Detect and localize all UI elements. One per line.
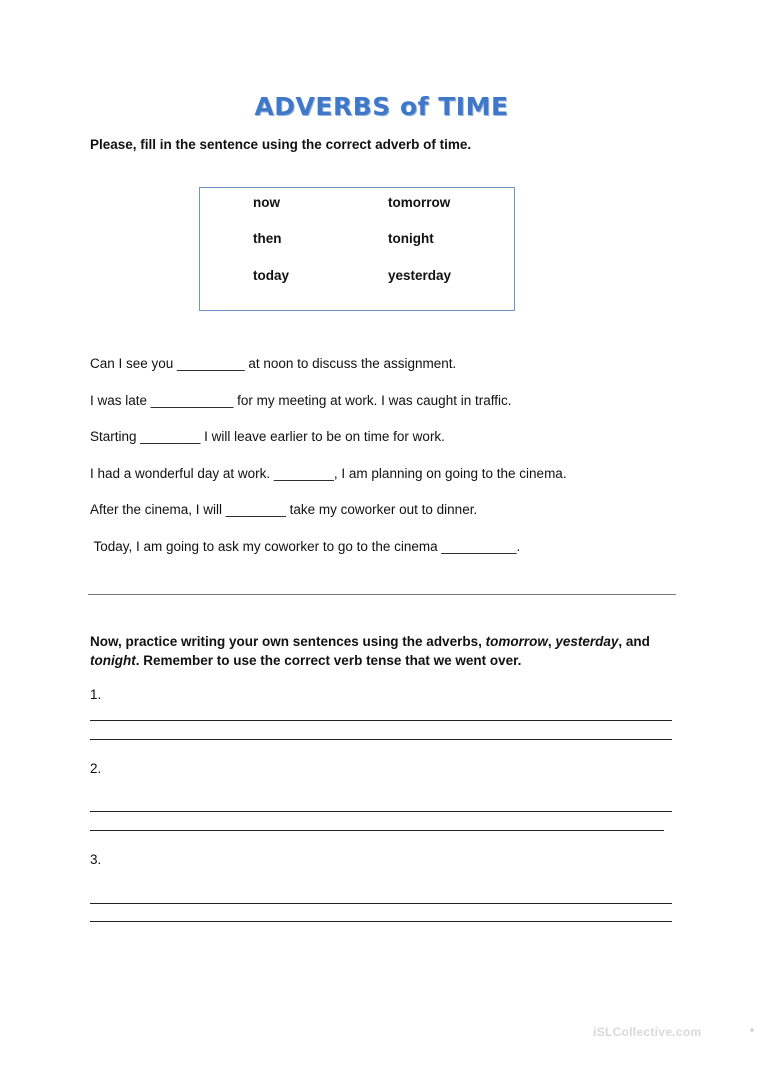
word-bank-item: tomorrow (388, 195, 451, 210)
writing-line[interactable] (90, 720, 672, 721)
writing-line[interactable] (90, 903, 672, 904)
watermark-dot (750, 1028, 754, 1032)
item-number: 3. (90, 852, 102, 867)
part2-instruction (90, 632, 690, 670)
word-bank-item: now (253, 195, 280, 210)
adverb-yesterday: yesterday (555, 634, 619, 649)
word-bank-box (199, 187, 515, 311)
writing-line[interactable] (90, 739, 672, 740)
page-title: ADVERBS of TIME (254, 92, 509, 121)
exercise-sentence: Today, I am going to ask my coworker to go to the cinema __________. (90, 539, 521, 554)
part2-rest: . Remember to use the correct verb tense that we went over. (135, 653, 522, 668)
part2-sep: , (547, 634, 556, 649)
word-bank-item: tonight (388, 231, 434, 246)
exercise-sentence: Starting ________ I will leave earlier to be on time for work. (90, 429, 445, 444)
writing-line[interactable] (90, 811, 672, 812)
item-number: 2. (90, 761, 102, 776)
exercise-sentence: I was late ___________ for my meeting at work. I was caught in traffic. (90, 393, 512, 408)
section-divider (88, 594, 676, 595)
writing-line[interactable] (90, 830, 664, 831)
exercise-sentence: Can I see you _________ at noon to discuss the assignment. (90, 356, 457, 371)
exercise-sentence: I had a wonderful day at work. ________, I am planning on going to the cinema. (90, 466, 567, 481)
word-bank-item: today (253, 268, 290, 283)
instruction-text: Please, fill in the sentence using the correct adverb of time. (90, 137, 472, 152)
watermark: iSLCollective.com (593, 1025, 702, 1039)
writing-line[interactable] (90, 921, 672, 922)
exercise-sentence: After the cinema, I will ________ take my coworker out to dinner. (90, 502, 478, 517)
adverb-tomorrow: tomorrow (485, 634, 548, 649)
item-number: 1. (90, 687, 102, 702)
word-bank-item: then (253, 231, 282, 246)
part2-intro: Now, practice writing your own sentences using the adverbs, (90, 634, 486, 649)
adverb-tonight: tonight (90, 653, 136, 668)
word-bank-item: yesterday (388, 268, 452, 283)
part2-sep: , and (618, 634, 650, 649)
